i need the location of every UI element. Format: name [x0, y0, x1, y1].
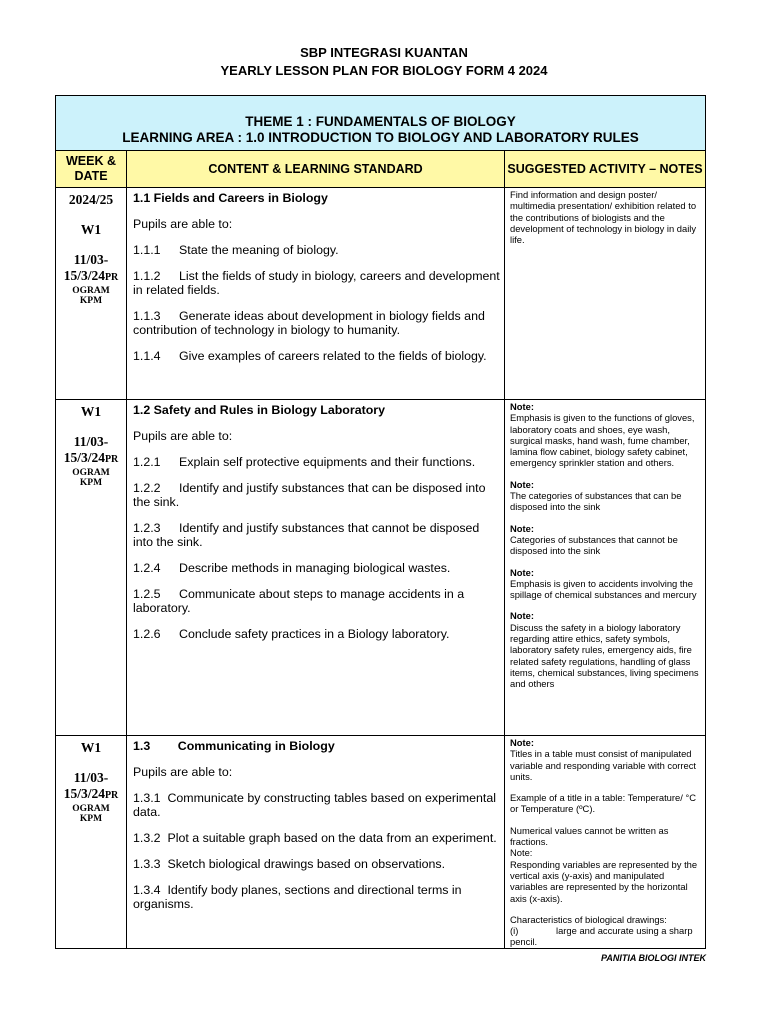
note-item: Note: Titles in a table must consist of manipulated variable and responding variable with correct units. — [510, 737, 697, 782]
week-program: OGRAM — [72, 468, 110, 478]
theme-title: THEME 1 : FUNDAMENTALS OF BIOLOGY — [245, 114, 516, 129]
standard-item: 1.2.6 Conclude safety practices in a Biology laboratory. — [133, 627, 450, 641]
week-date-end: 15/3/24 — [63, 786, 105, 801]
note-item: Note: Categories of substances that cannot be disposed into the sink — [510, 522, 678, 557]
table-row — [56, 736, 706, 949]
section-title: 1.1 Fields and Careers in Biology — [133, 191, 328, 205]
table-row — [56, 400, 706, 736]
week-program-prefix: PR — [104, 454, 119, 465]
note-item: Numerical values cannot be written as fractions. — [510, 824, 669, 848]
week-program: OGRAM — [72, 286, 110, 296]
content-cell — [127, 400, 505, 736]
notes-cell — [505, 736, 706, 949]
intro-text: Pupils are able to: — [133, 765, 233, 779]
standard-item: 1.1.2 List the fields of study in biology, careers and development in related fields. — [133, 269, 500, 297]
standard-item: 1.2.1 Explain self protective equipments and their functions. — [133, 455, 476, 469]
week-date-start: 11/03- — [73, 434, 109, 449]
week-program-prefix: PR — [104, 272, 119, 283]
note-item: Note: Emphasis is given to accidents involving the spillage of chemical substances and mercury — [510, 566, 697, 601]
note-item: Characteristics of biological drawings: — [510, 913, 667, 925]
content-cell — [127, 188, 505, 400]
week-date-start: 11/03- — [73, 252, 109, 267]
activity-column-header: SUGGESTED ACTIVITY – NOTES — [505, 151, 706, 188]
activity-text: Find information and design poster/ multimedia presentation/ exhibition related to the contributions of biologists and the development of technology in biology in daily life. — [510, 189, 697, 246]
note-item: Note: Responding variables are represented by the vertical axis (y-axis) and manipulated variables are represented by the horizontal axis (x-axis). — [510, 847, 698, 904]
standard-item: 1.1.3 Generate ideas about development in biology fields and contribution of technology in biology to humanity. — [133, 309, 485, 337]
week-cell — [56, 400, 127, 736]
learning-area-title: LEARNING AREA : 1.0 INTRODUCTION TO BIOLOGY AND LABORATORY RULES — [122, 130, 639, 145]
content-column-header: CONTENT & LEARNING STANDARD — [127, 151, 505, 188]
week-date-end: 15/3/24 — [63, 268, 105, 283]
week-column-header: WEEK & DATE — [56, 151, 127, 188]
week-program-prefix: PR — [104, 790, 119, 801]
lesson-plan-table — [55, 95, 706, 949]
week-cell — [56, 736, 127, 949]
notes-cell — [505, 400, 706, 736]
theme-header — [56, 96, 706, 151]
week-kpm: KPM — [79, 814, 103, 824]
intro-text: Pupils are able to: — [133, 217, 233, 231]
standard-item: 1.2.2 Identify and justify substances that can be disposed into the sink. — [133, 481, 486, 509]
standard-item: 1.3.1 Communicate by constructing tables based on experimental data. — [133, 791, 496, 819]
school-name: SBP INTEGRASI KUANTAN — [300, 45, 468, 60]
standard-item: 1.2.5 Communicate about steps to manage accidents in a laboratory. — [133, 587, 465, 615]
week-cell — [56, 188, 127, 400]
week-year: 2024/25 — [68, 192, 114, 207]
intro-text: Pupils are able to: — [133, 429, 233, 443]
week-number: W1 — [80, 404, 102, 419]
week-kpm: KPM — [79, 478, 103, 488]
note-item: (i) large and accurate using a sharp pencil. — [510, 925, 693, 948]
standard-item: 1.3.2 Plot a suitable graph based on the data from an experiment. — [133, 831, 497, 845]
week-date-start: 11/03- — [73, 770, 109, 785]
document-header — [0, 44, 768, 80]
plan-title: YEARLY LESSON PLAN FOR BIOLOGY FORM 4 2024 — [220, 63, 548, 78]
standard-item: 1.1.1 State the meaning of biology. — [133, 243, 339, 257]
section-title: 1.2 Safety and Rules in Biology Laboratory — [133, 403, 385, 417]
standard-item: 1.3.4 Identify body planes, sections and directional terms in organisms. — [133, 883, 462, 911]
note-item: Example of a title in a table: Temperature/ °C or Temperature (ºC). — [510, 792, 696, 815]
note-item: Note: Emphasis is given to the functions of gloves, laboratory coats and shoes, eye wash, surgical masks, hand wash, fume chamber, lamina flow cabinet, biology safety cabinet, emergency sprinkler station and others. — [510, 401, 695, 469]
content-cell — [127, 736, 505, 949]
standard-item: 1.3.3 Sketch biological drawings based on observations. — [133, 857, 446, 871]
week-number: W1 — [80, 222, 102, 237]
standard-item: 1.2.4 Describe methods in managing biological wastes. — [133, 561, 451, 575]
section-title: 1.3 Communicating in Biology — [133, 739, 335, 753]
week-program: OGRAM — [72, 804, 110, 814]
standard-item: 1.1.4 Give examples of careers related to the fields of biology. — [133, 349, 487, 363]
notes-cell — [505, 188, 706, 400]
week-kpm: KPM — [79, 296, 103, 306]
note-item: Note: The categories of substances that can be disposed into the sink — [510, 478, 682, 513]
footer-text: PANITIA BIOLOGI INTEK — [601, 953, 706, 963]
note-item: Note: Discuss the safety in a biology laboratory regarding attire ethics, safety symbols, laboratory safety rules, emergency aids, fire related safety regulations, handling of glass items, chemical substances, living specimens and others — [510, 610, 699, 690]
week-date-end: 15/3/24 — [63, 450, 105, 465]
table-row — [56, 188, 706, 400]
standard-item: 1.2.3 Identify and justify substances that cannot be disposed into the sink. — [133, 521, 480, 549]
week-number: W1 — [80, 740, 102, 755]
